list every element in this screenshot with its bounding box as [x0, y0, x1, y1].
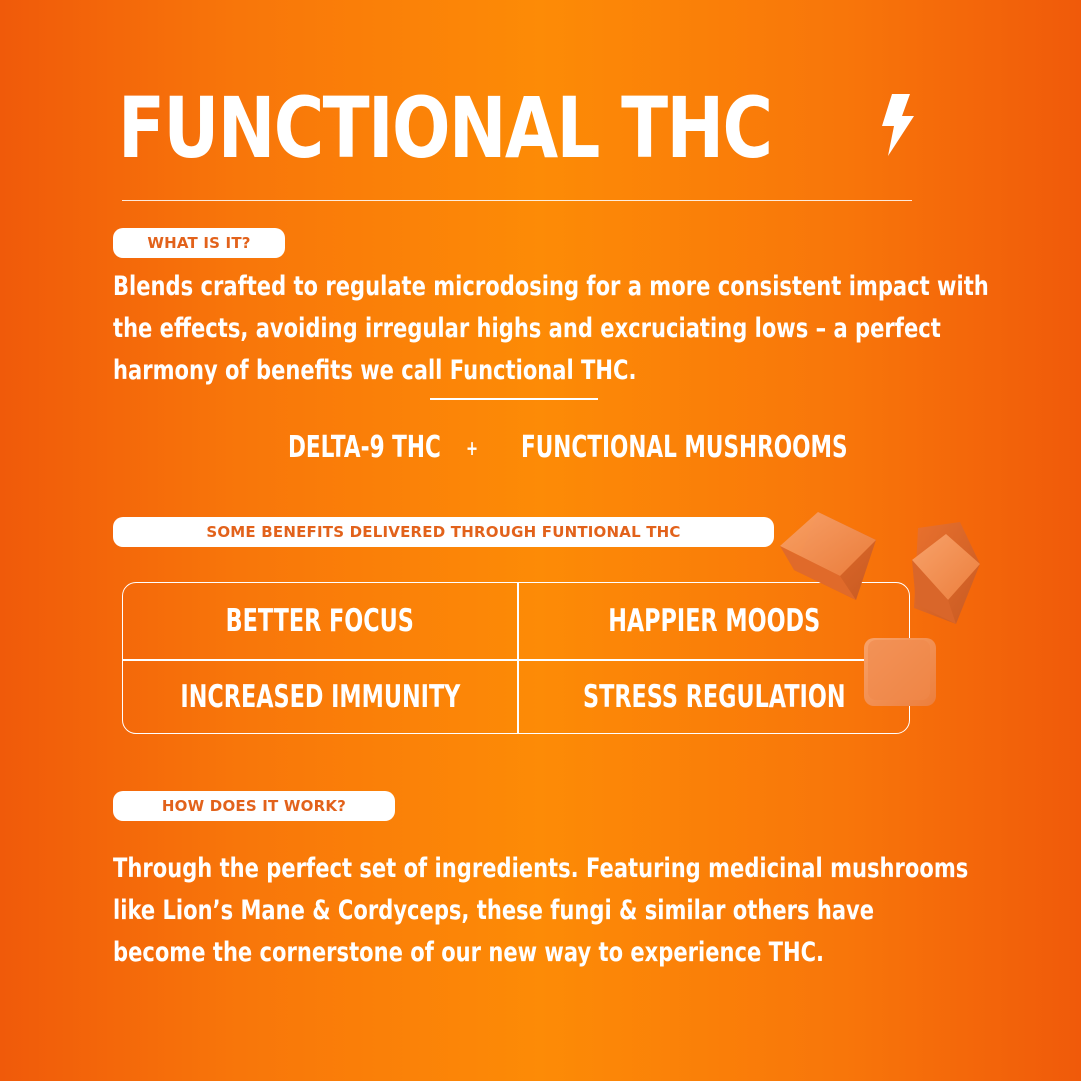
lightning-bolt-icon — [878, 94, 916, 156]
gummy-cube-2 — [912, 522, 980, 624]
what-is-it-label: WHAT IS IT? — [113, 228, 285, 258]
gummy-cube-3 — [864, 638, 936, 706]
benefit-cell — [123, 583, 517, 659]
title-divider — [122, 200, 912, 201]
benefit-stress-regulation: STRESS REGULATION — [582, 679, 846, 715]
plus-sign: + — [466, 436, 479, 460]
benefits-label: SOME BENEFITS DELIVERED THROUGH FUNTIONAL THC — [113, 517, 774, 547]
description-line: become the cornerstone of our new way to experience THC. — [113, 937, 825, 968]
benefit-happier-moods: HAPPIER MOODS — [608, 603, 820, 639]
description-line: the effects, avoiding irregular highs and excruciating lows – a perfect — [113, 313, 941, 344]
functional-thc-underline — [430, 398, 598, 400]
description-line: harmony of benefits we call Functional THC. — [113, 355, 637, 386]
how-it-works-description — [113, 848, 968, 974]
gummy-cube-1 — [780, 512, 876, 600]
benefit-increased-immunity: INCREASED IMMUNITY — [180, 679, 460, 715]
description-line: Blends crafted to regulate microdosing for a more consistent impact with — [113, 271, 989, 302]
description-line: like Lion’s Mane & Cordyceps, these fungi & similar others have — [113, 895, 875, 926]
benefit-cell — [123, 659, 517, 735]
what-is-it-description — [113, 266, 989, 392]
gummy-cubes-image — [770, 500, 990, 720]
benefit-better-focus: BETTER FOCUS — [225, 603, 415, 639]
page-title: FUNCTIONAL THC — [118, 79, 772, 177]
description-line: Through the perfect set of ingredients. Featuring medicinal mushrooms — [113, 853, 969, 884]
ingredient-delta9: DELTA-9 THC — [288, 430, 441, 465]
ingredient-mushrooms: FUNCTIONAL MUSHROOMS — [521, 430, 848, 465]
how-does-it-work-label: HOW DOES IT WORK? — [113, 791, 395, 821]
